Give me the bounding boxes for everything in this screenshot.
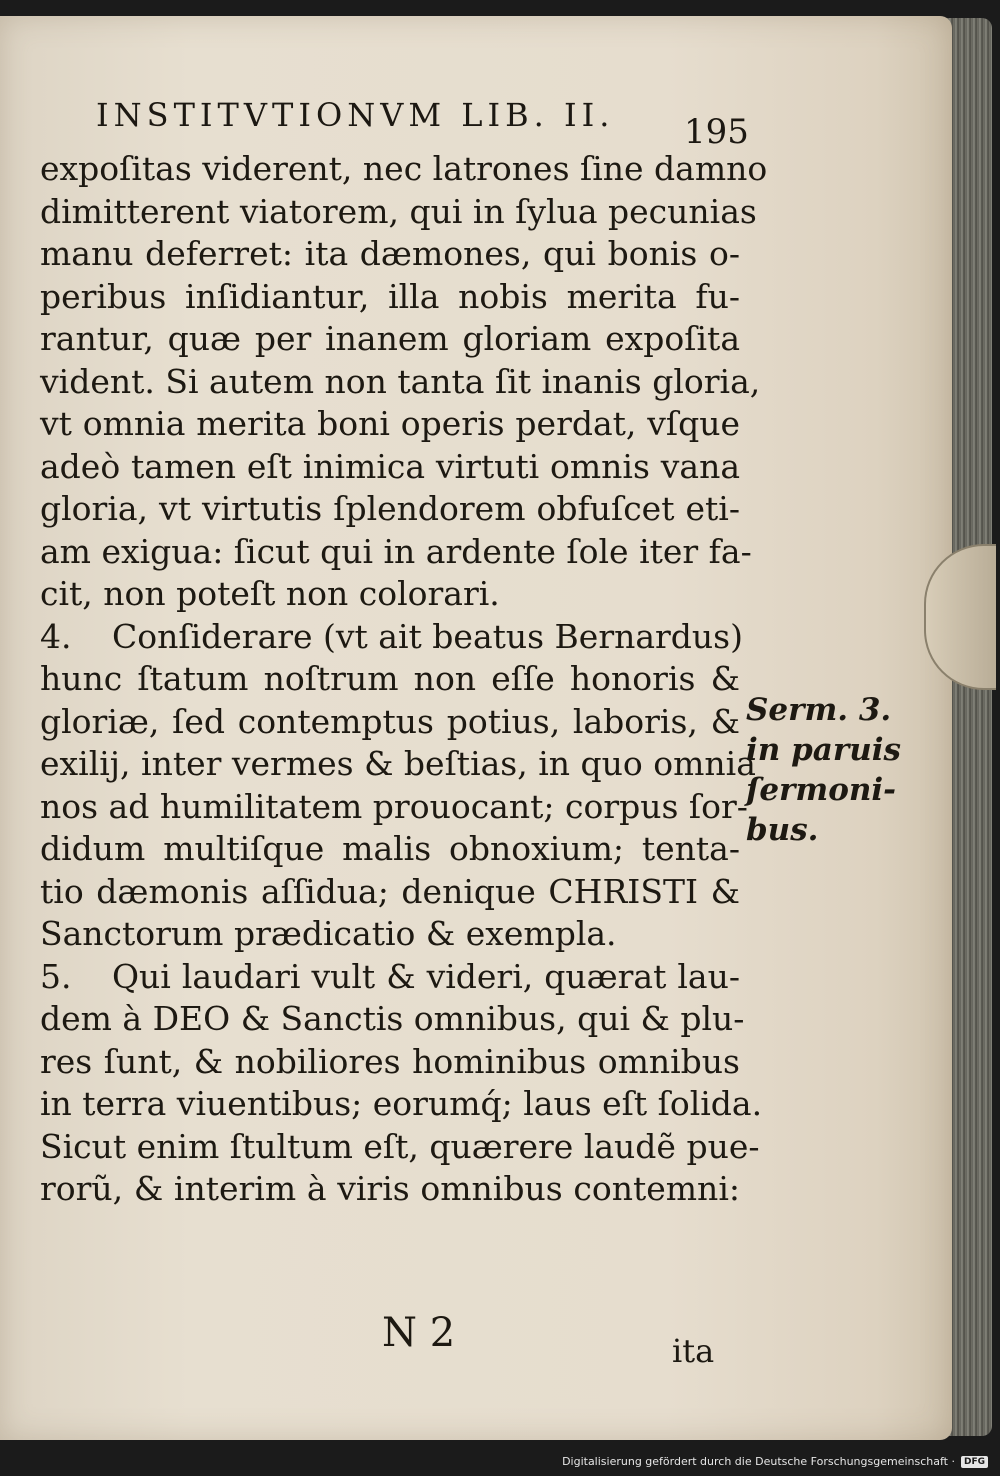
text-line: in terra viuentibus; eorumq́; laus eſt ſolida. [40, 1084, 763, 1123]
text-line: tio dæmonis aſſidua; denique CHRISTI & [40, 871, 740, 911]
margin-note-line: Serm. 3. [746, 692, 892, 728]
text-line: dimitterent viatorem, qui in ſylua pecunias [40, 191, 757, 231]
paragraph-5-first-line [40, 956, 740, 999]
margin-note-line: in paruis [746, 732, 901, 768]
signature-mark: N 2 [382, 1310, 456, 1356]
text-line: rorũ, & interim à viris omnibus contemni: [40, 1169, 740, 1208]
text-line: am exigua: ſicut qui in ardente ſole iter fa- [40, 531, 752, 571]
paragraph-5-opening: Qui laudari vult & videri, quærat lau- [112, 956, 740, 996]
footer-credit [562, 1455, 988, 1468]
text-line: Sicut enim ſtultum eſt, quærere laudẽ pue- [40, 1126, 760, 1166]
text-line: gloria, vt virtutis ſplendorem obfuſcet eti- [40, 489, 740, 528]
text-line: exilij, inter vermes & beſtias, in quo omnia [40, 744, 756, 783]
running-head: INSTITVTIONVM LIB. II. [96, 96, 615, 134]
margin-note-line: ſermoni- [746, 772, 897, 808]
text-line: dem à DEO & Sanctis omnibus, qui & plu- [40, 999, 745, 1038]
text-line: rantur, quæ per inanem gloriam expoſita [40, 319, 740, 358]
text-line: Sanctorum prædicatio & exempla. [40, 914, 617, 953]
page-number: 195 [684, 112, 749, 152]
footer-credit-text: Digitalisierung gefördert durch die Deutsche Forschungsgemeinschaft · [562, 1455, 955, 1468]
catchword: ita [672, 1332, 715, 1370]
text-line: cit, non poteſt non colorari. [40, 574, 500, 613]
text-line: hunc ſtatum noſtrum non eſſe honoris & [40, 659, 740, 698]
body-text [40, 148, 768, 1211]
paragraph-4-first-line [40, 616, 743, 659]
text-line: res ſunt, & nobiliores hominibus omnibus [40, 1041, 740, 1081]
paragraph-4-opening: Conſiderare (vt ait beatus Bernardus) [112, 616, 743, 656]
dfg-logo: DFG [961, 1456, 988, 1468]
text-line: nos ad humilitatem prouocant; corpus ſor- [40, 786, 748, 826]
text-line: vident. Si autem non tanta ſit inanis gloria, [40, 361, 761, 401]
paragraph-number: 5. [40, 956, 72, 996]
text-line: didum multiſque malis obnoxium; tenta- [40, 829, 740, 868]
text-line: peribus inſidiantur, illa nobis merita fu- [40, 276, 740, 316]
text-line: vt omnia merita boni operis perdat, vſque [40, 404, 740, 443]
paragraph-number: 4. [40, 616, 72, 656]
text-line: manu deferret: ita dæmones, qui bonis o- [40, 234, 740, 273]
margin-note [746, 690, 926, 850]
text-line: expoſitas viderent, nec latrones ſine damno [40, 149, 768, 188]
text-line: gloriæ, ſed contemptus potius, laboris, & [40, 701, 740, 741]
margin-note-line: bus. [746, 812, 819, 848]
text-line: adeò tamen eſt inimica virtuti omnis vana [40, 446, 740, 486]
